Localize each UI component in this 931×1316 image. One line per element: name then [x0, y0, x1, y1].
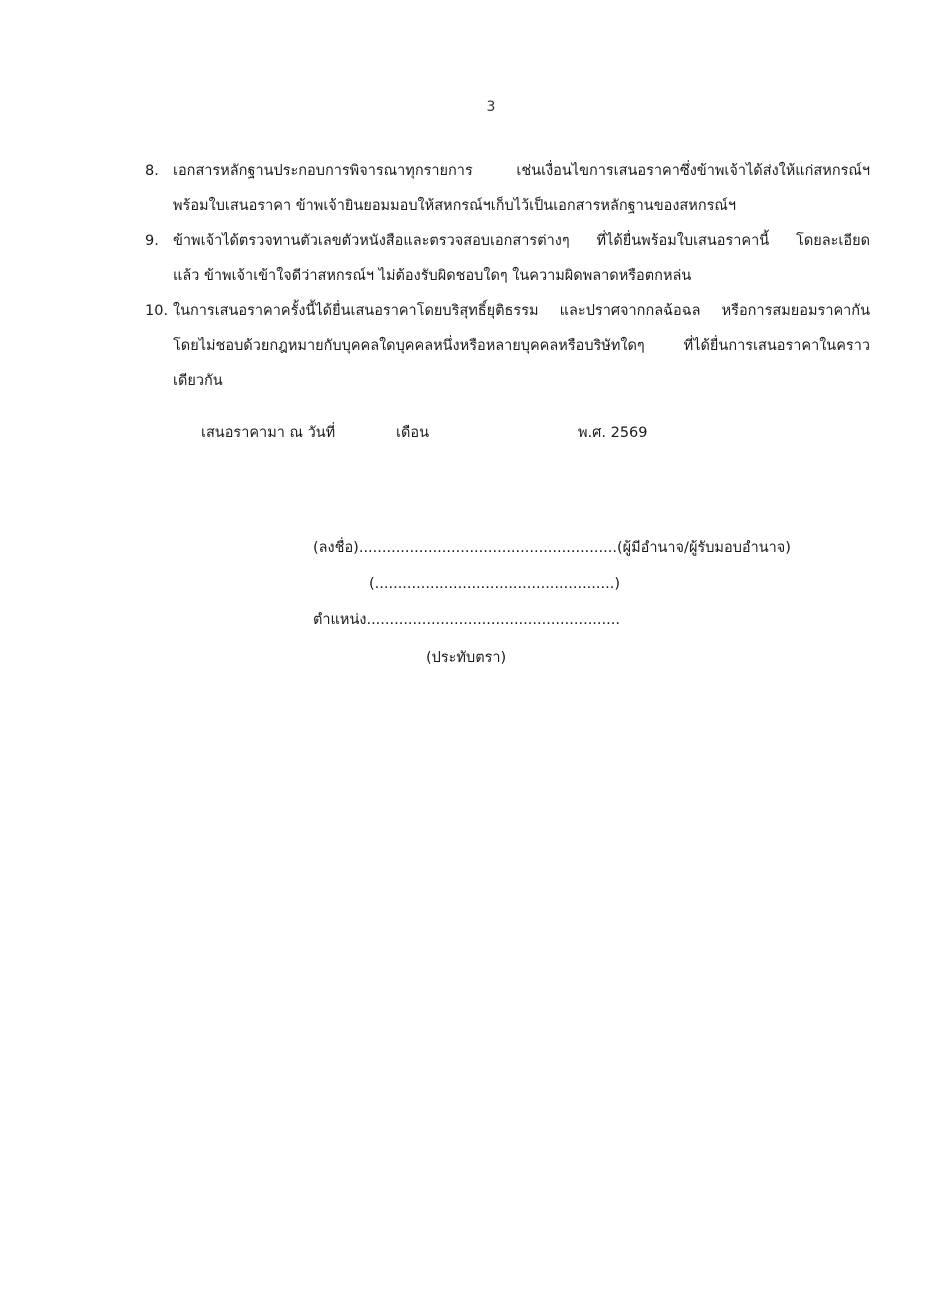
clause-line: เอกสารหลักฐานประกอบการพิจารณาทุกรายการ เช่นเงื่อนไขการเสนอราคาซึ่งข้าพเจ้าได้ส่งให้แก่สหกรณ์ฯ — [173, 163, 870, 179]
clause-line: โดยไม่ชอบด้วยกฎหมายกับบุคคลใดบุคคลหนึ่งหรือหลายบุคคลหรือบริษัทใดๆ ที่ได้ยื่นการเสนอราคาในคราว — [173, 338, 870, 354]
date-year: พ.ศ. 2569 — [578, 425, 648, 441]
printed-name-line: (....................................................) — [369, 576, 620, 592]
clause-number: 9. — [145, 233, 159, 249]
clause-8 — [145, 154, 870, 224]
clause-number: 8. — [145, 163, 159, 179]
signature-line: (ลงชื่อ)........................................................(ผู้มีอำนาจ/ผู้รับมอบอำนาจ) — [313, 540, 791, 556]
clause-number: 10. — [145, 303, 169, 319]
stamp-label: (ประทับตรา) — [426, 650, 507, 666]
position-line: ตำแหน่ง....................................................... — [313, 612, 620, 628]
date-month-label: เดือน — [396, 425, 429, 441]
clause-9 — [145, 224, 870, 294]
page-number: 3 — [486, 99, 496, 115]
date-prefix: เสนอราคามา ณ วันที่ — [201, 425, 336, 441]
clause-line: พร้อมใบเสนอราคา ข้าพเจ้ายินยอมมอบให้สหกรณ์ฯเก็บไว้เป็นเอกสารหลักฐานของสหกรณ์ฯ — [173, 198, 736, 214]
clause-line: เดียวกัน — [173, 373, 223, 389]
clause-10 — [145, 294, 870, 399]
clause-line: ในการเสนอราคาครั้งนี้ได้ยื่นเสนอราคาโดยบริสุทธิ์ยุติธรรม และปราศจากกลฉ้อฉล หรือการสมยอมราคากัน — [173, 303, 870, 319]
clause-line: ข้าพเจ้าได้ตรวจทานตัวเลขตัวหนังสือและตรวจสอบเอกสารต่างๆ ที่ได้ยื่นพร้อมใบเสนอราคานี้ โดยละเอียด — [173, 233, 870, 249]
clause-line: แล้ว ข้าพเจ้าเข้าใจดีว่าสหกรณ์ฯ ไม่ต้องรับผิดชอบใดๆ ในความผิดพลาดหรือตกหล่น — [173, 268, 692, 284]
